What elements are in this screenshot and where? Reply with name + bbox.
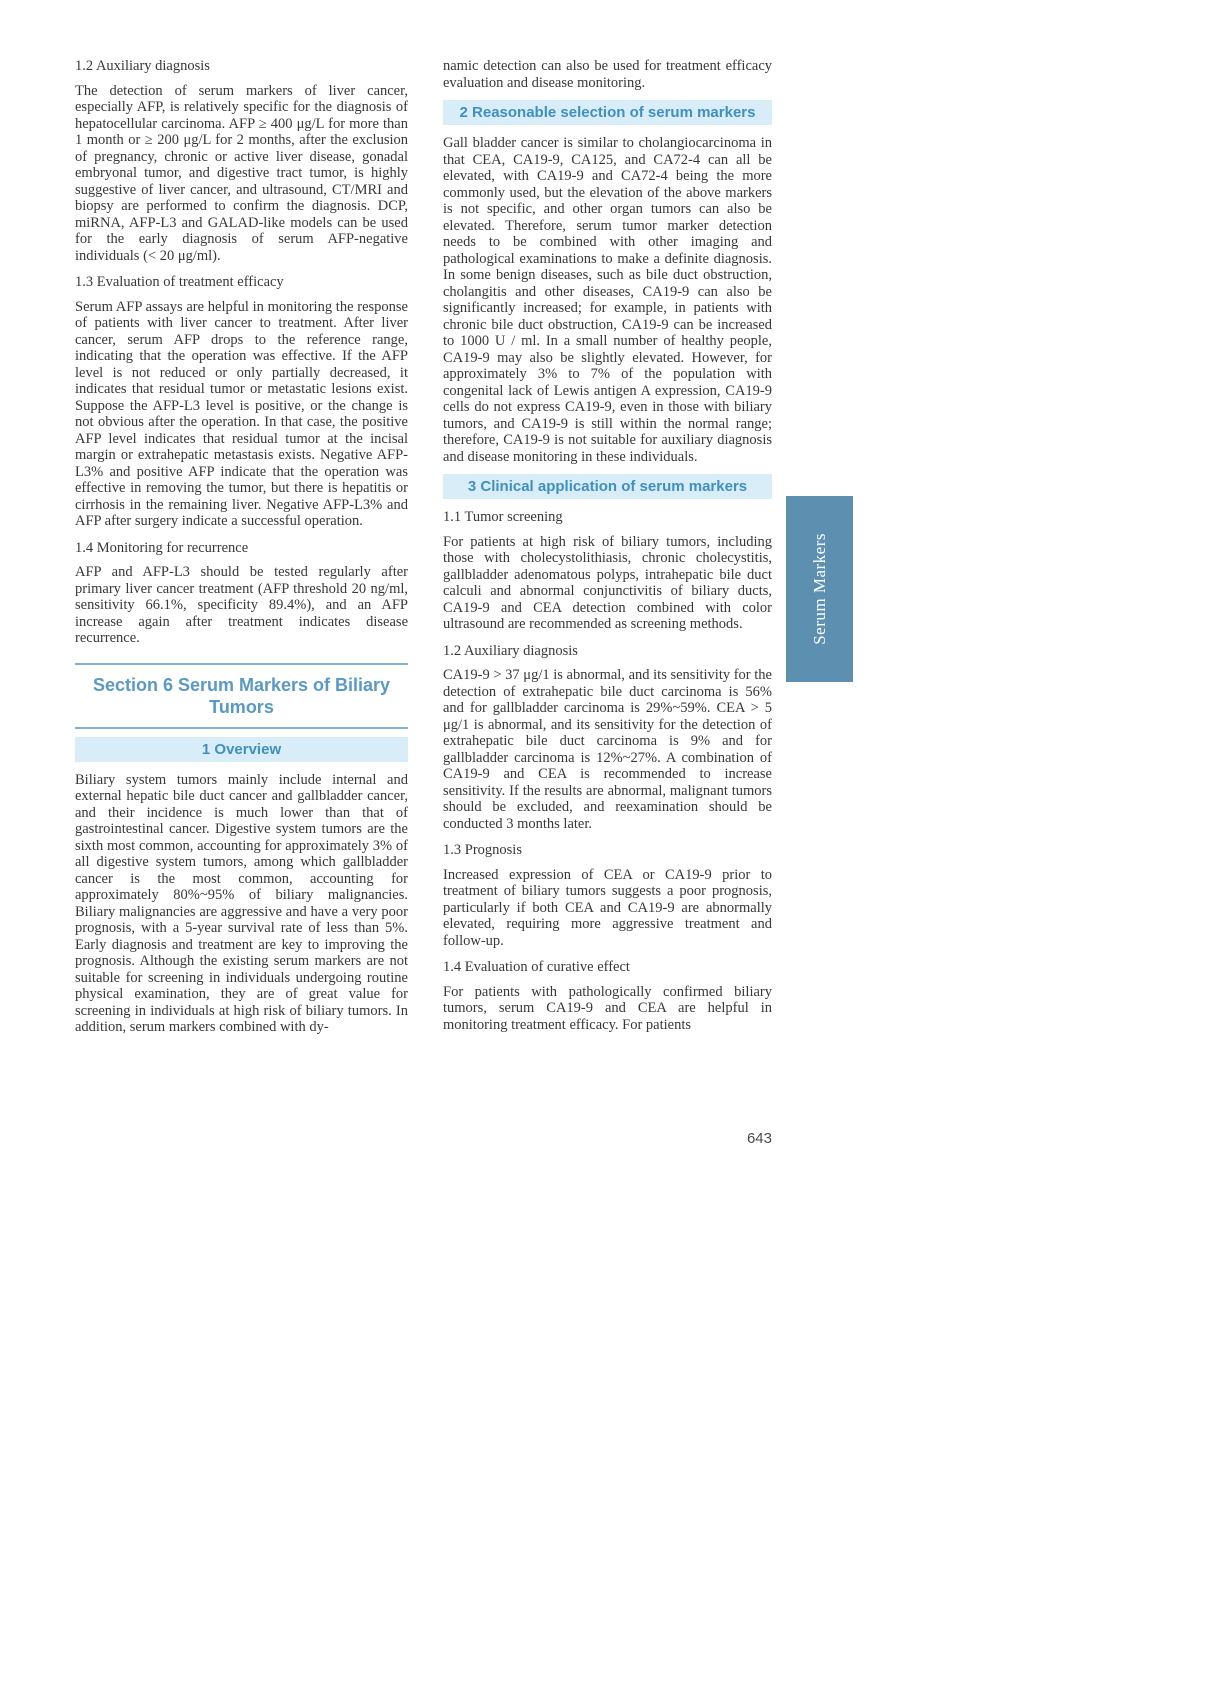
subsection-heading-monitoring-recurrence: 1.4 Monitoring for recurrence (75, 539, 249, 556)
section-6-title: Section 6 Serum Markers of Biliary Tumors (75, 663, 408, 729)
subsection-heading-treatment-efficacy: 1.3 Evaluation of treatment efficacy (75, 274, 284, 290)
body-paragraph: Gall bladder cancer is similar to cholangiocarcinoma in that CEA, CA19-9, CA125, and CA72-4 can all be elevated, with CA19-9 and CA72-4 being the more commonly used, but the elevation of the above markers is not specific, and other organ tumors can also be elevated. Therefore, serum tumor marker detection needs to be combined with other imaging and pathological examinations to make a definite diagnosis. In some benign diseases, such as bile duct obstruction, cholangitis and other diseases, CA19-9 can also be significantly increased; for example, in patients with chronic bile duct obstruction, CA19-9 can be increased to 1000 U / ml. In a small number of healthy people, CA19-9 may also be slightly elevated. However, for approximately 3% to 7% of the population with congenital lack of Lewis antigen A expression, CA19-9 cells do not express CA19-9, even in those with biliary tumors, and CA19-9 is still within the normal range; therefore, CA19-9 is not suitable for auxiliary diagnosis and disease monitoring in these individuals. (443, 135, 772, 465)
body-paragraph: CA19-9 > 37 μg/1 is abnormal, and its sensitivity for the detection of extrahepatic bile duct carcinoma is 56% and for gallbladder carcinoma is 29%~59%. CEA > 5 μg/1 is abnormal, and its sensitivity for the detection of extrahepatic bile duct carcinoma is 9% and for gallbladder carcinoma is 12%~27%. A combination of CA19-9 and CEA is recommended to increase sensitivity. If the results are abnormal, malignant tumors should be excluded, and reexamination should be conducted 3 months later. (443, 667, 772, 832)
right-column (443, 56, 772, 1042)
page-number: 643 (746, 1130, 772, 1147)
left-column (75, 56, 408, 1045)
body-paragraph-continuation: namic detection can also be used for treatment efficacy evaluation and disease monitoring. (443, 58, 772, 91)
subsection-heading-tumor-screening: 1.1 Tumor screening (443, 509, 563, 525)
subsection-heading-auxiliary-diagnosis: 1.2 Auxiliary diagnosis (75, 58, 210, 74)
body-paragraph: Biliary system tumors mainly include internal and external hepatic bile duct cancer and gallbladder cancer, and their incidence is much lower than that of gastrointestinal cancer. Digestive system tumors are the sixth most common, accounting for approximately 3% of all digestive system tumors, among which gallbladder cancer is the most common, accounting for approximately 80%~95% of biliary malignancies. Biliary malignancies are aggressive and have a very poor prognosis, with a 5-year survival rate of less than 5%. Early diagnosis and treatment are key to improving the prognosis. Although the existing serum markers are not suitable for screening in individuals undergoing routine physical examination, they are of great value for screening in individuals at high risk of biliary tumors. In addition, serum markers combined with dy- (75, 771, 408, 1035)
body-paragraph: AFP and AFP-L3 should be tested regularly after primary liver cancer treatment (AFP threshold 20 ng/ml, sensitivity 66.1%, specificity 89.4%), and an AFP increase again after treatment indicates disease recurrence. (75, 564, 408, 646)
chapter-heading-overview: 1 Overview (75, 737, 408, 762)
body-paragraph: For patients at high risk of biliary tumors, including those with cholecystolithiasis, chronic cholecystitis, gallbladder adenomatous polyps, intrahepatic bile duct calculi and abnormal conjunctivitis of biliary ducts, CA19-9 and CEA detection combined with color ultrasound are recommended as screening methods. (443, 533, 772, 632)
side-tab-label: Serum Markers (809, 533, 829, 645)
subsection-heading-prognosis: 1.3 Prognosis (443, 842, 522, 858)
body-paragraph: Serum AFP assays are helpful in monitoring the response of patients with liver cancer to treatment. After liver cancer, serum AFP drops to the reference range, indicating that the operation was effective. If the AFP level is not reduced or only partially decreased, it indicates that residual tumor or metastatic lesions exist. Suppose the AFP-L3 level is positive, or the change is not obvious after the operation. In that case, the positive AFP level indicates that residual tumor at the incisal margin or extrahepatic metastasis exists. Negative AFP-L3% and positive AFP indicate that the operation was effective in removing the tumor, but there is hepatitis or cirrhosis in the remaining liver. Negative AFP-L3% and AFP after surgery indicate a successful operation. (75, 298, 408, 529)
body-paragraph: The detection of serum markers of liver cancer, especially AFP, is relatively specific for the diagnosis of hepatocellular carcinoma. AFP ≥ 400 μg/L for more than 1 month or ≥ 200 μg/L for 2 months, after the exclusion of pregnancy, chronic or active liver disease, gonadal embryonal tumor, and digestive tract tumor, is highly suggestive of liver cancer, and ultrasound, CT/MRI and biopsy are performed to confirm the diagnosis. DCP, miRNA, AFP-L3 and GALAD-like models can be used for the early diagnosis of serum AFP-negative individuals (< 20 μg/ml). (75, 82, 408, 264)
body-paragraph: For patients with pathologically confirmed biliary tumors, serum CA19-9 and CEA are helpful in monitoring treatment efficacy. For patients (443, 983, 772, 1033)
chapter-heading-serum-marker-selection: 2 Reasonable selection of serum markers (443, 100, 772, 125)
serum-markers-side-tab (786, 496, 853, 682)
chapter-heading-clinical-application: 3 Clinical application of serum markers (443, 474, 772, 499)
body-paragraph: Increased expression of CEA or CA19-9 prior to treatment of biliary tumors suggests a poor prognosis, particularly if both CEA and CA19-9 are abnormally elevated, requiring more aggressive treatment and follow-up. (443, 866, 772, 949)
subsection-heading-auxiliary-diagnosis: 1.2 Auxiliary diagnosis (443, 642, 578, 659)
subsection-heading-curative-effect: 1.4 Evaluation of curative effect (443, 959, 630, 975)
